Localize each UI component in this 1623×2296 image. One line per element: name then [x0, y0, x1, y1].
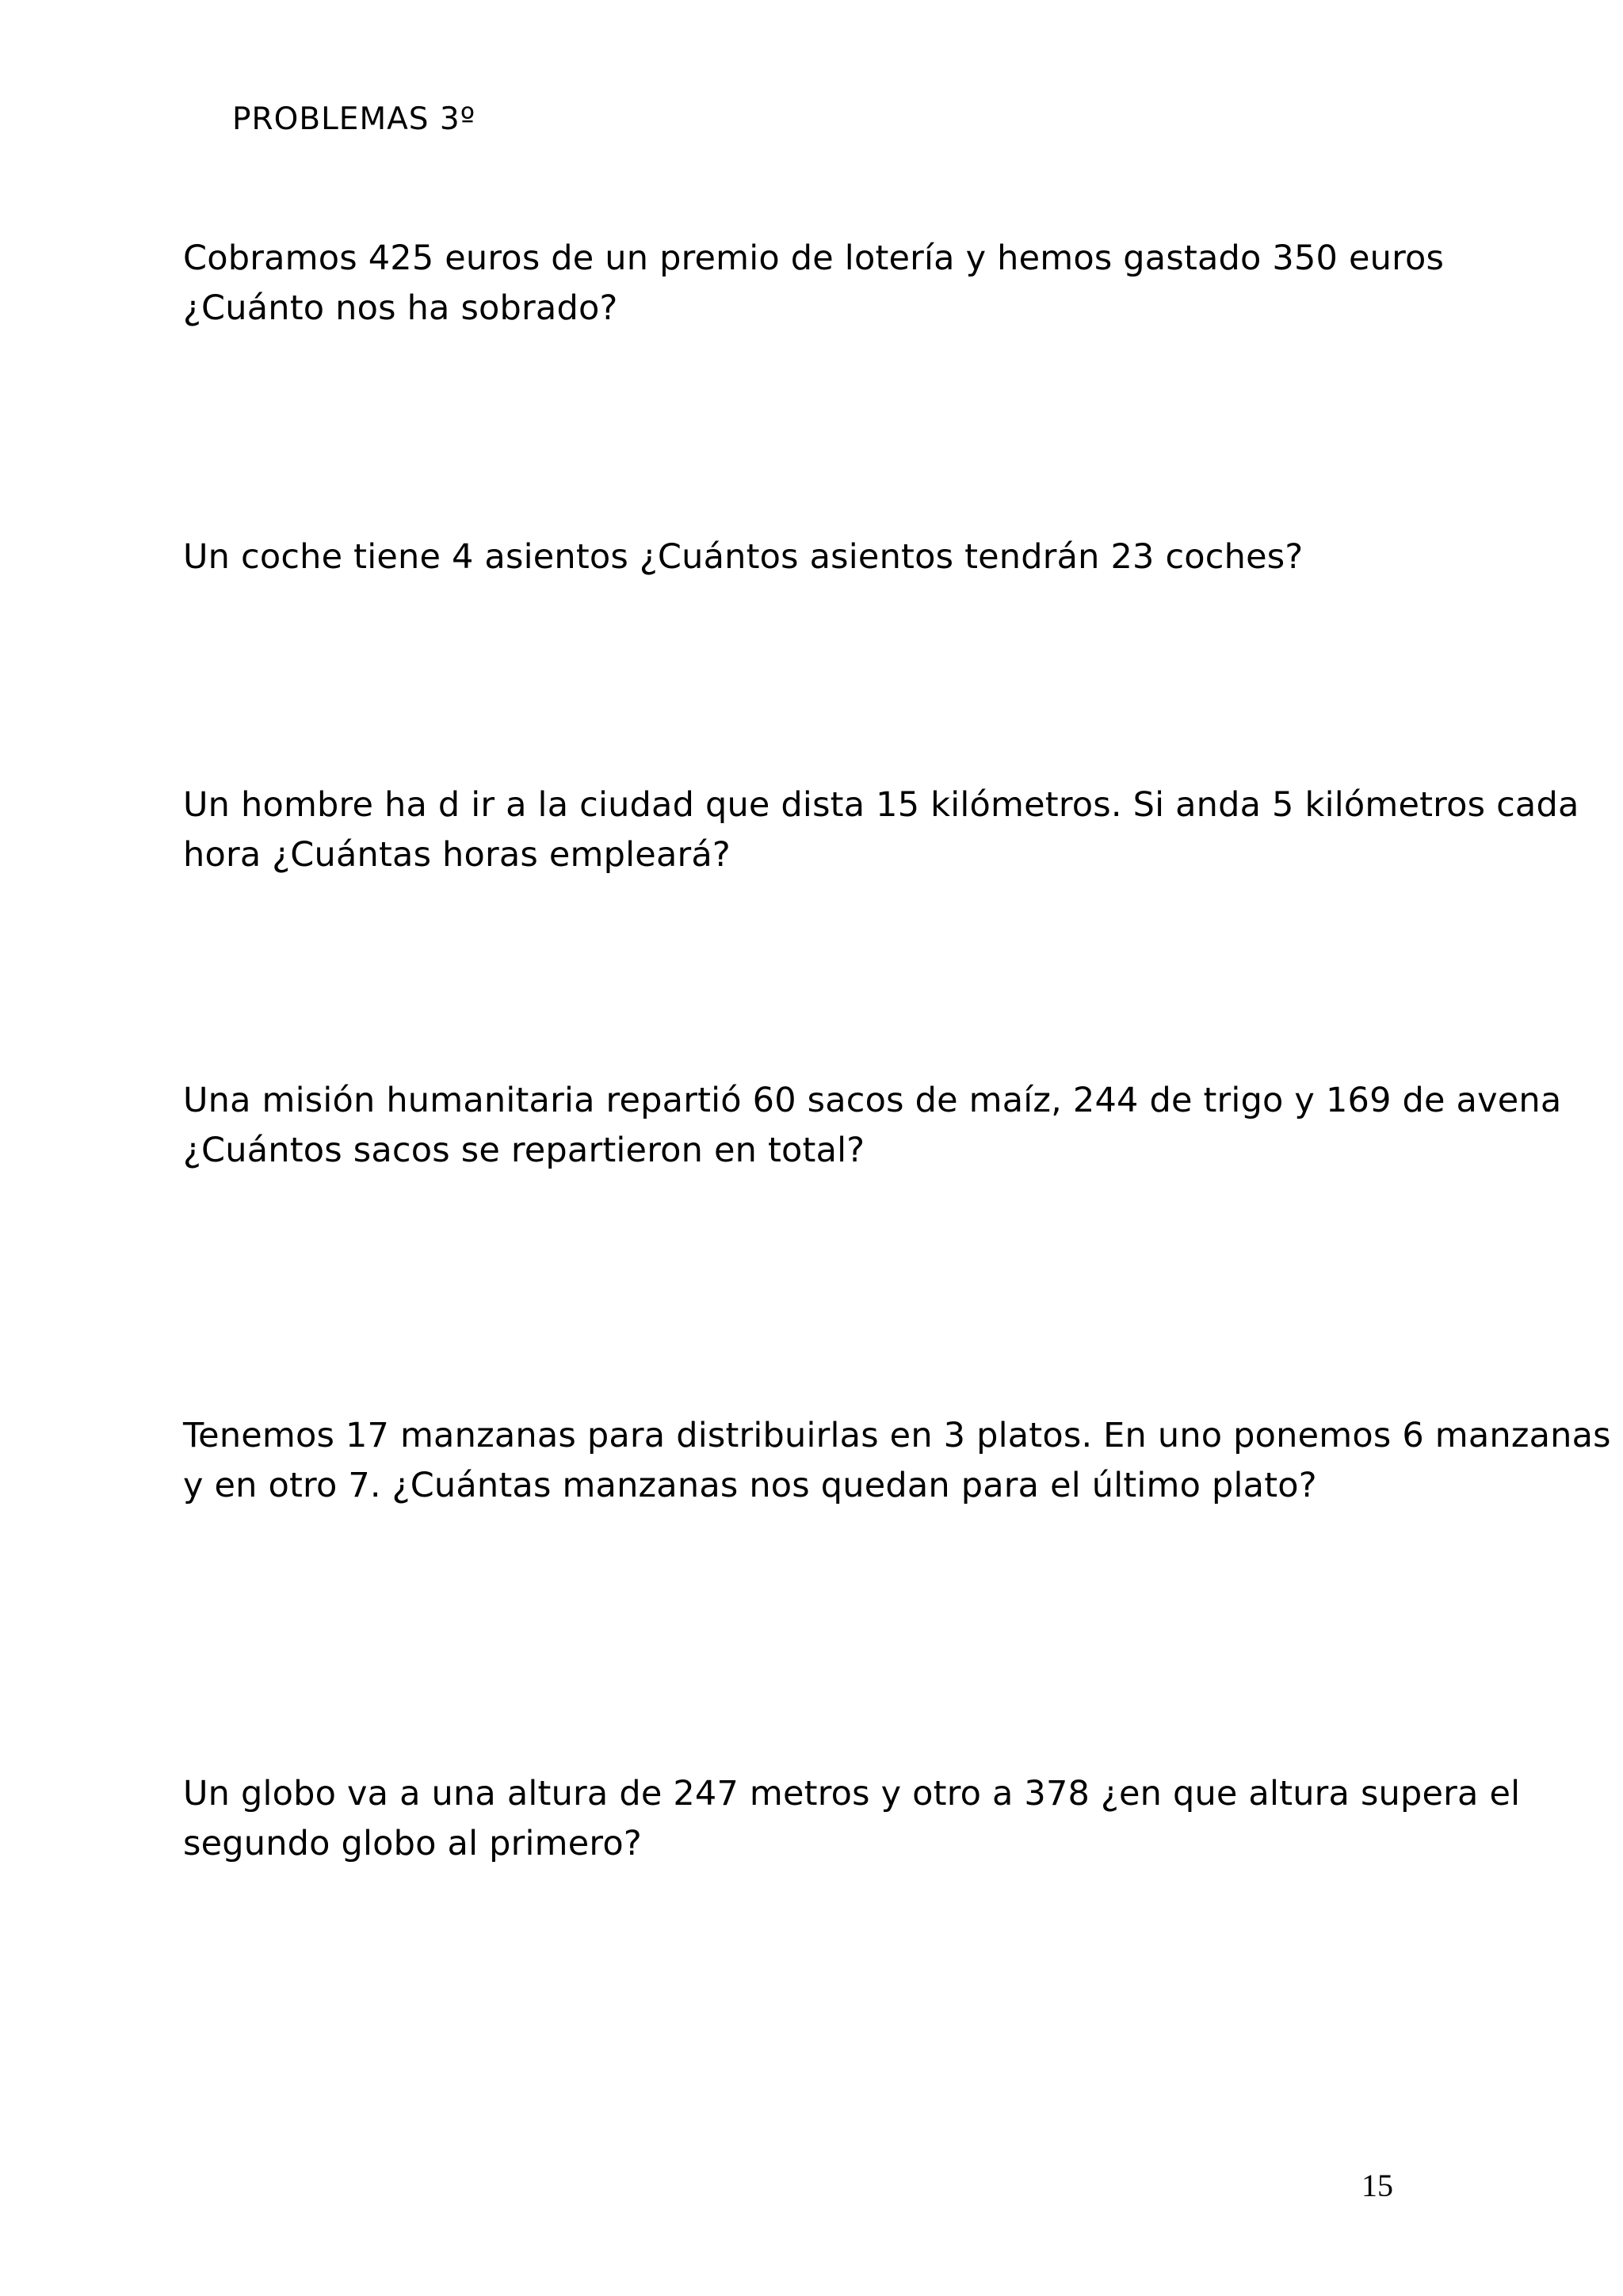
problem-line: ¿Cuántos sacos se repartieron en total? — [183, 1131, 865, 1170]
page-number: 15 — [1361, 2168, 1393, 2203]
problem-2 — [183, 532, 1530, 582]
problem-line: Tenemos 17 manzanas para distribuirlas en 3 platos. En uno ponemos 6 manzanas — [183, 1416, 1611, 1455]
problem-4 — [183, 1076, 1562, 1176]
problem-1 — [183, 234, 1530, 334]
problem-line: Un coche tiene 4 asientos ¿Cuántos asientos tendrán 23 coches? — [183, 537, 1304, 577]
problem-line: Un globo va a una altura de 247 metros y otro a 378 ¿en que altura supera el — [183, 1774, 1521, 1814]
problem-line: ¿Cuánto nos ha sobrado? — [183, 288, 618, 328]
problem-line: hora ¿Cuántas horas empleará? — [183, 835, 731, 875]
problem-6 — [183, 1769, 1530, 1869]
problem-3 — [183, 780, 1579, 880]
page-title: PROBLEMAS 3º — [232, 101, 476, 137]
problem-line: y en otro 7. ¿Cuántas manzanas nos quedan para el último plato? — [183, 1466, 1317, 1505]
problem-line: Una misión humanitaria repartió 60 sacos de maíz, 244 de trigo y 169 de avena — [183, 1081, 1562, 1120]
problem-line: Cobramos 425 euros de un premio de lotería y hemos gastado 350 euros — [183, 238, 1445, 278]
problem-line: segundo globo al primero? — [183, 1824, 642, 1863]
problem-5 — [183, 1411, 1611, 1511]
problem-line: Un hombre ha d ir a la ciudad que dista 15 kilómetros. Si anda 5 kilómetros cada — [183, 785, 1579, 825]
